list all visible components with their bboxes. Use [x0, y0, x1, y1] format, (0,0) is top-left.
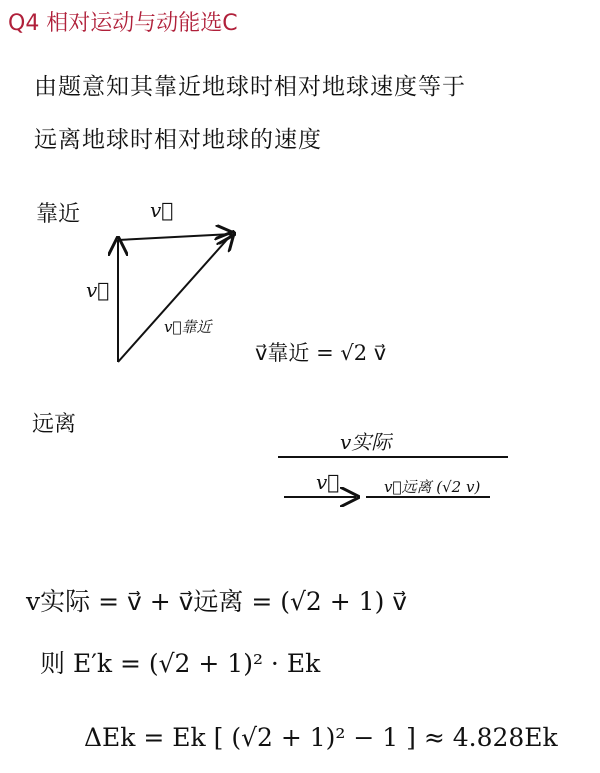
statement-line-1: 由题意知其靠近地球时相对地球速度等于 — [34, 74, 466, 100]
equation-actual-velocity: v实际 = v⃗ + v⃗远离 = (√2 + 1) v⃗ — [26, 587, 408, 616]
diagram-label-diagonal: v⃗靠近 — [164, 318, 212, 336]
approach-heading: 靠近 — [36, 202, 81, 227]
problem-title: Q4 相对运动与动能选C — [8, 11, 238, 36]
statement-line-2: 远离地球时相对地球的速度 — [34, 127, 322, 153]
approach-resultant-arrow — [118, 234, 232, 362]
label-recede-velocity: v⃗远离 (√2 v) — [384, 478, 481, 496]
label-actual-velocity: v实际 — [340, 430, 392, 454]
diagram-label-top: v⃗ — [150, 198, 174, 222]
horizontal-vector-arrow — [118, 234, 232, 240]
equation-energy-change: ΔEk = Ek [ (√2 + 1)² − 1 ] ≈ 4.828Ek — [84, 723, 558, 752]
label-v: v⃗ — [316, 470, 340, 494]
equation-kinetic-energy: 则 E′k = (√2 + 1)² · Ek — [40, 649, 321, 678]
recede-heading: 远离 — [32, 412, 77, 437]
approach-equation: v⃗靠近 = √2 v⃗ — [255, 341, 387, 365]
diagram-label-left: v⃗ — [86, 278, 110, 302]
